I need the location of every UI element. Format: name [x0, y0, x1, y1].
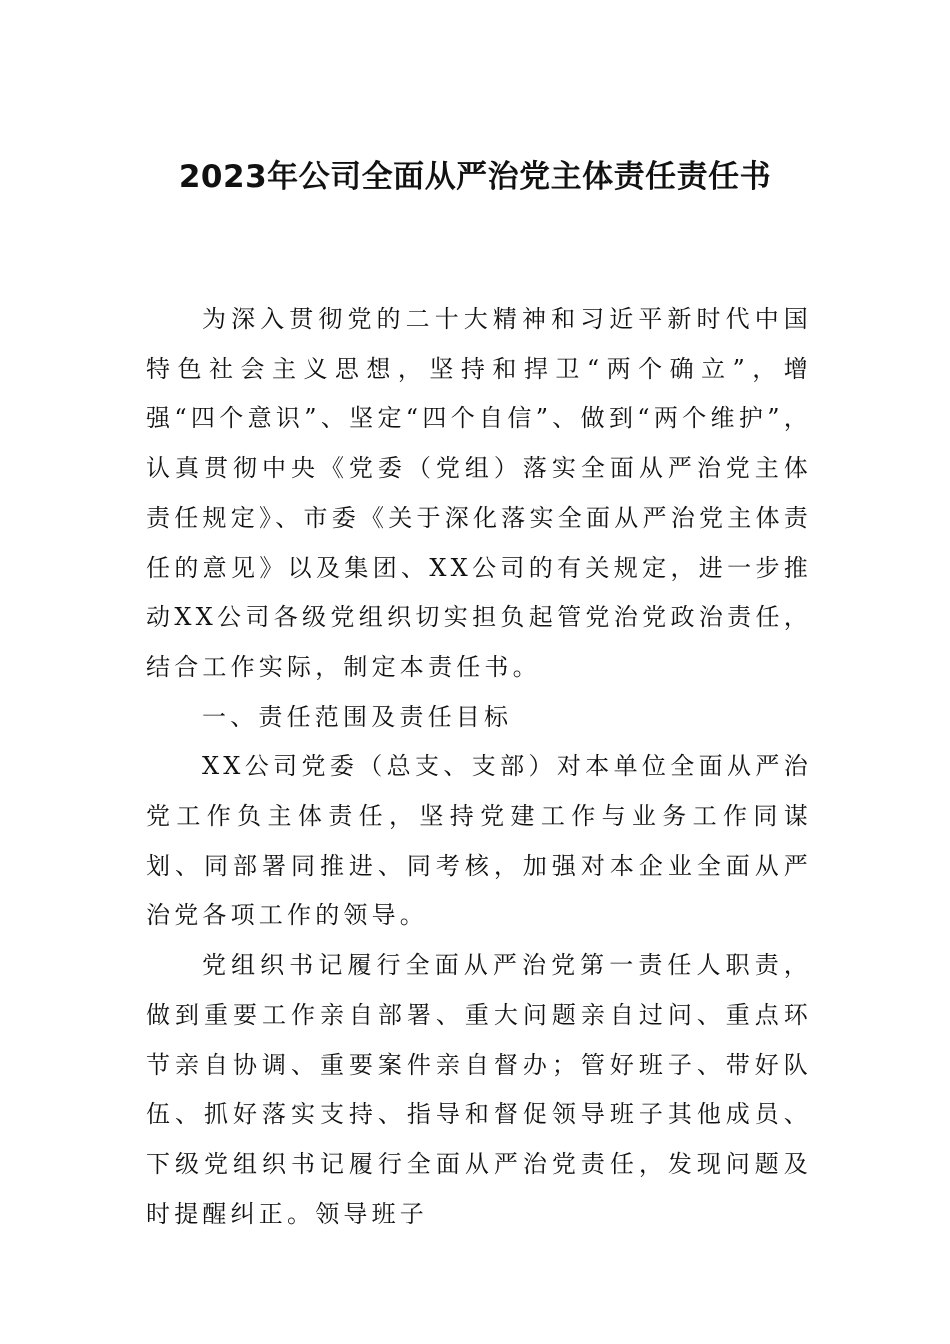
- intro-paragraph: 为深入贯彻党的二十大精神和习近平新时代中国特色社会主义思想，坚持和捍卫“两个确立”，增强“四个意识”、坚定“四个自信”、做到“两个维护”，认真贯彻中央《党委（党组）落实全面从严治党主体责任规定》、市委《关于深化落实全面从严治党主体责任的意见》以及集团、XX公司的有关规定，进一步推动XX公司各级党组织切实担负起管党治党政治责任，结合工作实际，制定本责任书。: [146, 305, 812, 681]
- section-heading: 一、责任范围及责任目标: [202, 702, 513, 731]
- document-body: [146, 295, 812, 1239]
- document-title: 2023年公司全面从严治党主体责任责任书: [178, 159, 772, 195]
- secretary-duty-paragraph: 党组织书记履行全面从严治党第一责任人职责，做到重要工作亲自部署、重大问题亲自过问、重点环节亲自协调、重要案件亲自督办；管好班子、带好队伍、抓好落实支持、指导和督促领导班子其他成员、下级党组织书记履行全面从严治党责任，发现问题及时提醒纠正。领导班子: [146, 951, 812, 1228]
- responsibility-paragraph: XX公司党委（总支、支部）对本单位全面从严治党工作负主体责任，坚持党建工作与业务工作同谋划、同部署同推进、同考核，加强对本企业全面从严治党各项工作的领导。: [146, 752, 812, 930]
